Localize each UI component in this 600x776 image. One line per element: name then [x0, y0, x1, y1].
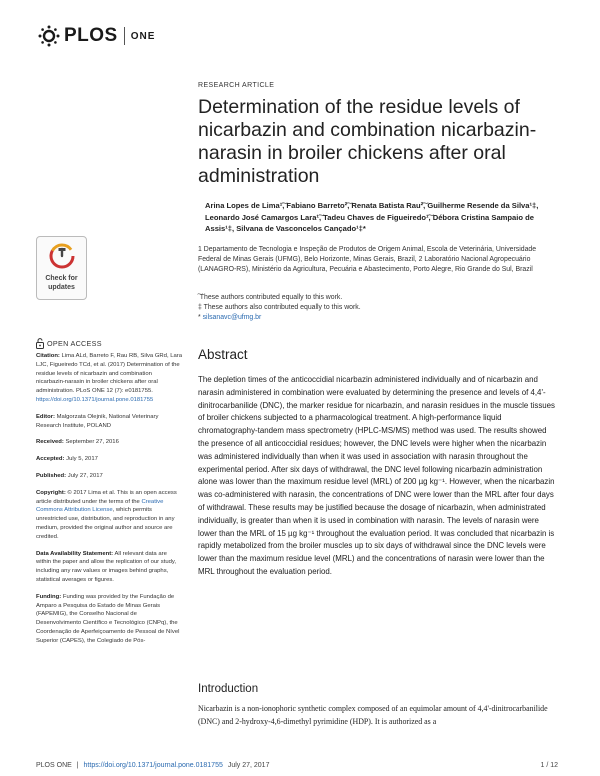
author-notes: [198, 293, 548, 323]
plos-one-logo: [38, 24, 155, 48]
editor-block: [36, 413, 182, 431]
data-availability-label: Data Availability Statement:: [36, 550, 114, 557]
footer-journal: PLOS ONE: [36, 762, 72, 769]
email-link[interactable]: silsanavc@ufmg.br: [202, 314, 262, 321]
received-date: September 27, 2016: [63, 439, 119, 446]
published-label: Published:: [36, 472, 67, 479]
abstract-text: The depletion times of the anticoccidial nicarbazin administered individually and of nicarbazin and narasin administered in combination were evaluated by determining the presence and levels of 4,4'-dinitrocarbanilide (DNC), the marker residue for nicarbazin, and narasin residues in the muscle tissues of broiler chickens subjected to a pharmacological treatment. A high-performance liquid chromatography-tandem mass spectrometry (HPLC-MS/MS) method was used. The results showed the presence of all anticoccidial residues; however, the DNC levels were higher when the nicarbazin was administered individually than when it was used in association with narasin throughout the experimental period. After six days of withdrawal, the DNC level following nicarbazin administration alone was lower than the maximum residue level (MRL) of 200 µg kg⁻¹. However, when the nicarbazin was co-administered with narasin, the concentrations of DNC were lower than the MRL after four days of withdrawal. These results may be justified because the dosage of nicarbazin, when administrated individually, is greater than when it is used in combination with narasin. The levels of narasin were lower than the MRL of 15 µg kg⁻¹ throughout the evaluation period. It was concluded that nicarbazin is rapidly metabolized from the broiler muscles up to six days of withdrawal since the DNC levels were lower than the maximum residue level (MRL) and the concentrations of narasin were lower than the MRL throughout the evaluation period.: [198, 375, 555, 576]
check-updates-icon: [49, 243, 75, 269]
page-number: 1 / 12: [540, 762, 558, 769]
accepted-label: Accepted:: [36, 456, 65, 463]
article-type: RESEARCH ARTICLE: [198, 82, 275, 89]
data-availability-text: All relevant data are within the paper and allow the replication of our study, including any raw values or images behind graphs, statistical averages or figures.: [36, 550, 177, 583]
check-for-updates-badge[interactable]: [36, 236, 87, 300]
funding-label: Funding:: [36, 593, 62, 600]
footer-left: [36, 762, 272, 769]
funding-block: [36, 593, 182, 646]
equal-contribution-note: ͠ These authors contributed equally to this work.: [198, 294, 343, 301]
copyright-label: Copyright:: [36, 489, 66, 496]
footer-date: July 27, 2017: [227, 762, 270, 769]
abstract-heading: Abstract: [198, 347, 248, 362]
received-label: Received:: [36, 439, 64, 446]
introduction-heading: Introduction: [198, 683, 259, 695]
accepted-block: [36, 455, 182, 464]
citation-doi-link[interactable]: https://doi.org/10.1371/journal.pone.0181755: [36, 396, 154, 403]
editor-label: Editor:: [36, 413, 55, 420]
introduction-text: Nicarbazin is a non-ionophoric synthetic complex composed of an equimolar amount of 4,4'-dinitrocarbanilide (DNC) and 2-hydroxy-4,6-dimethyl pyrimidine (HDP). It is authorized as a: [198, 704, 548, 726]
funding-text: Funding was provided by the Fundação de Amparo a Pesquisa do Estado de Minas Gerais (FAPEMIG), the Conselho Nacional de Desenvolvimento Científico e Tecnológico (CNPq), the Coordenação de Aperfeiçoamento de Pessoal de Nível Superior (CAPES), the Colegiado de Pós-: [36, 593, 180, 644]
received-block: [36, 438, 182, 447]
affiliations: 1 Departamento de Tecnologia e Inspeção de Produtos de Origem Animal, Escola de Veterinária, Universidade Federal de Minas Gerais (UFMG), Belo Horizonte, Minas Gerais, Brazil, 2 Laboratório Nacional Agropecuário (LANAGRO-RS), Ministério da Agricultura, Pecuária e Abastecimento, Porto Alegre, Rio Grande do Sul, Brazil: [198, 246, 537, 273]
published-date: July 27, 2017: [66, 472, 103, 479]
article-metadata-sidebar: [36, 352, 182, 654]
corresponding-email: [198, 313, 548, 323]
article-title: Determination of the residue levels of nicarbazin and combination nicarbazin-narasin in broiler chickens after oral administration: [198, 96, 537, 187]
published-block: [36, 472, 182, 481]
copyright-text: © 2017 Lima et al. This is an open access article distributed under the terms of the: [36, 489, 177, 505]
accepted-date: July 5, 2017: [64, 456, 98, 463]
plos-logo-icon: [38, 25, 60, 47]
data-availability-block: [36, 550, 182, 585]
email-prefix: *: [198, 314, 203, 321]
footer-separator: |: [76, 762, 79, 769]
page-footer: [36, 762, 558, 769]
citation-text: Lima ALd, Barreto F, Rau RB, Silva GRd, Lara LJC, Figueiredo TCd, et al. (2017) Determination of the residue levels of nicarbazin and combination nicarbazin-narasin in broiler chickens after oral administration. PLoS ONE 12 (7): e0181755.: [36, 353, 183, 395]
editor-text: Malgorzata Olejnik, National Veterinary Research Institute, POLAND: [36, 413, 159, 429]
open-access-label: [36, 338, 102, 349]
check-badge-line1: Check for: [45, 275, 78, 282]
citation-label: Citation:: [36, 353, 60, 359]
footer-doi-link[interactable]: https://doi.org/10.1371/journal.pone.0181755: [83, 762, 223, 769]
logo-divider: [124, 27, 125, 45]
copyright-block: [36, 489, 182, 542]
license-link[interactable]: Creative Commons Attribution License: [36, 498, 164, 514]
check-badge-line2: updates: [48, 284, 75, 291]
author-list: Arina Lopes de Lima¹͠, Fabiano Barreto²͠, Renata Batista Rau²͠, Guilherme Resende da Silva¹‡, Leonardo José Camargos Lara¹͠, Tadeu Chaves de Figueiredo¹͠, Débora Cristina Sampaio de Assis¹‡, Silvana de Vasconcelos Cançado¹‡*: [205, 201, 539, 233]
open-lock-icon: [36, 338, 44, 349]
logo-plos-text: PLOS: [64, 25, 118, 46]
logo-journal-text: ONE: [130, 30, 156, 42]
copyright-text-end: , which permits unrestricted use, distribution, and reproduction in any medium, provided the original author and source are credited.: [36, 507, 175, 540]
citation-block: [36, 352, 182, 405]
open-access-text: OPEN ACCESS: [47, 339, 102, 348]
also-contributed-note: ‡ These authors also contributed equally to this work.: [198, 304, 361, 311]
